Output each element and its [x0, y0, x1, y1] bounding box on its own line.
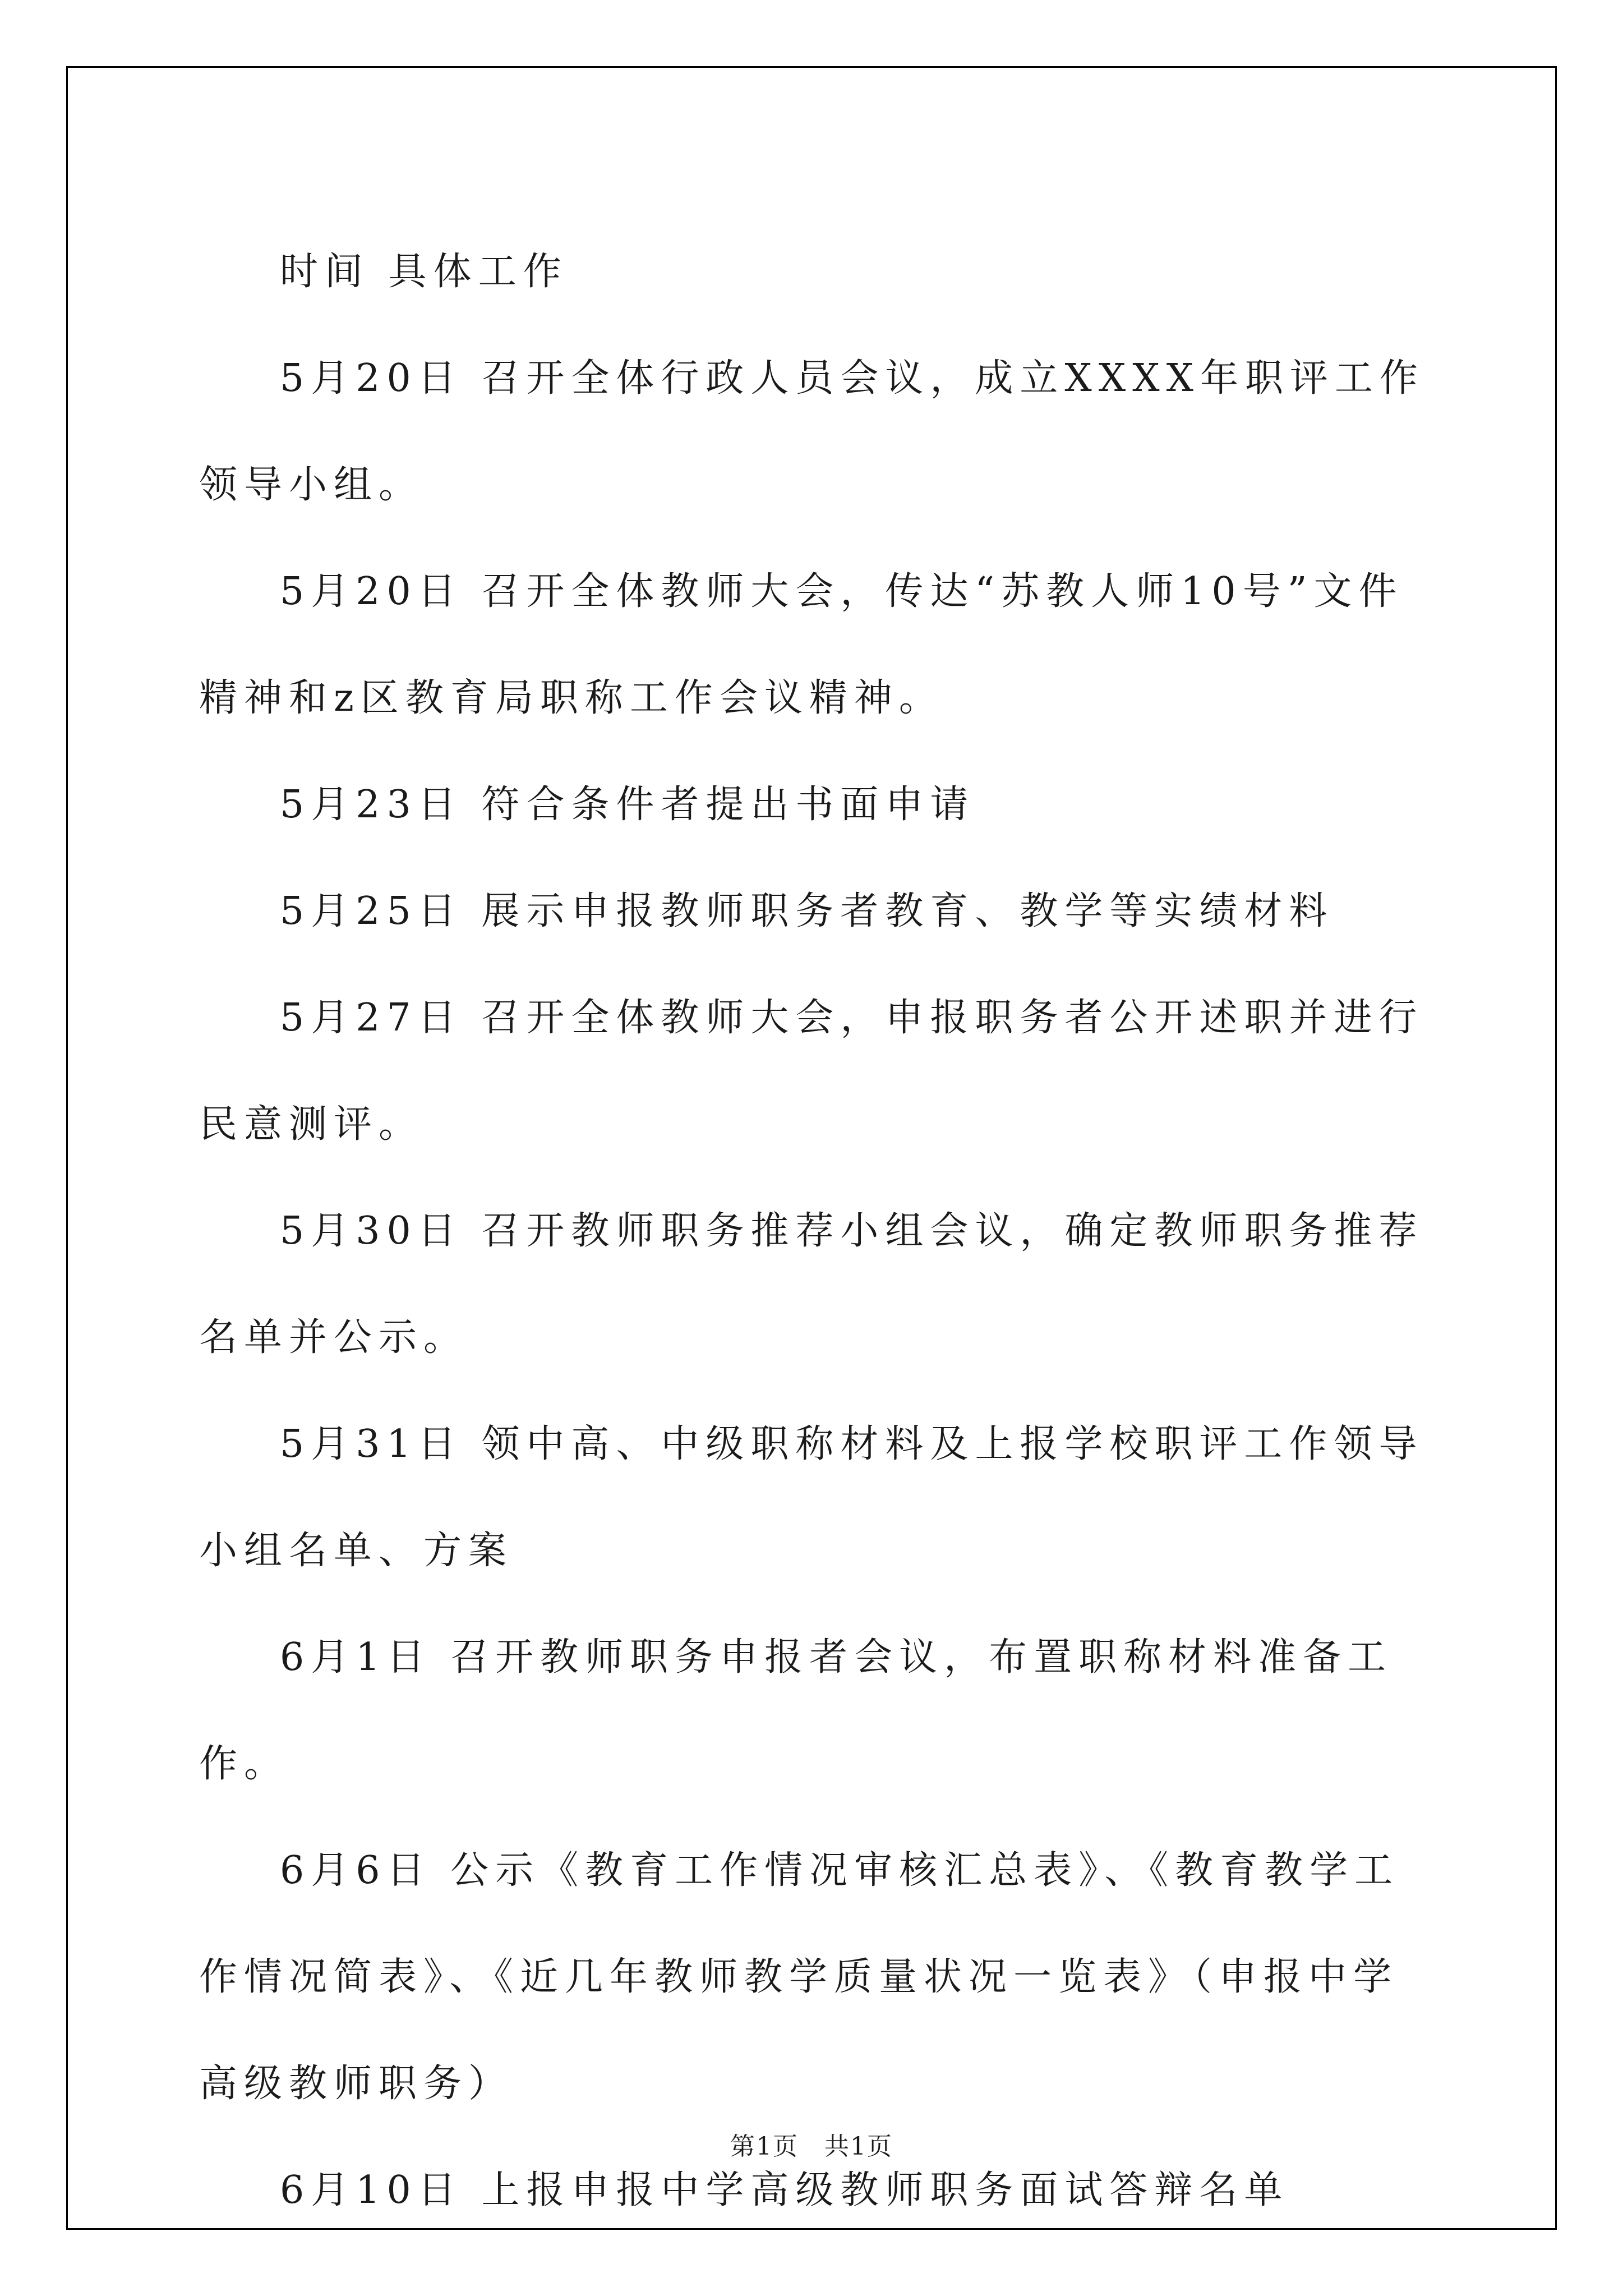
- paragraph-header: 时间 具体工作: [280, 250, 568, 294]
- paragraph-item: 5月23日 符合条件者提出书面申请: [280, 783, 975, 827]
- document-body: [199, 219, 1433, 2244]
- paragraph-item: 6月1日 召开教师职务申报者会议，布置职称材料准备工作。: [199, 1635, 1393, 1786]
- paragraph-item: 6月6日 公示《教育工作情况审核汇总表》、《教育教学工作情况简表》、《近几年教师教学质量状况一览表》（申报中学高级教师职务）: [199, 1848, 1400, 2106]
- paragraph-item: 6月10日 上报申报中学高级教师职务面试答辩名单: [280, 2168, 1289, 2212]
- paragraph-item: 5月31日 领中高、中级职称材料及上报学校职评工作领导小组名单、方案: [199, 1422, 1424, 1573]
- paragraph-item: 5月20日 召开全体教师大会，传达“苏教人师10号”文件精神和z区教育局职称工作会议精神。: [199, 569, 1404, 720]
- page-footer: 第1页 共1页: [730, 2132, 893, 2161]
- paragraph-item: 5月30日 召开教师职务推荐小组会议，确定教师职务推荐名单并公示。: [199, 1209, 1424, 1360]
- paragraph-item: 5月20日 召开全体行政人员会议，成立XXXX年职评工作领导小组。: [199, 356, 1425, 507]
- paragraph-item: 5月25日 展示申报教师职务者教育、教学等实绩材料: [280, 889, 1334, 933]
- paragraph-item: 5月27日 召开全体教师大会，申报职务者公开述职并进行民意测评。: [199, 996, 1424, 1147]
